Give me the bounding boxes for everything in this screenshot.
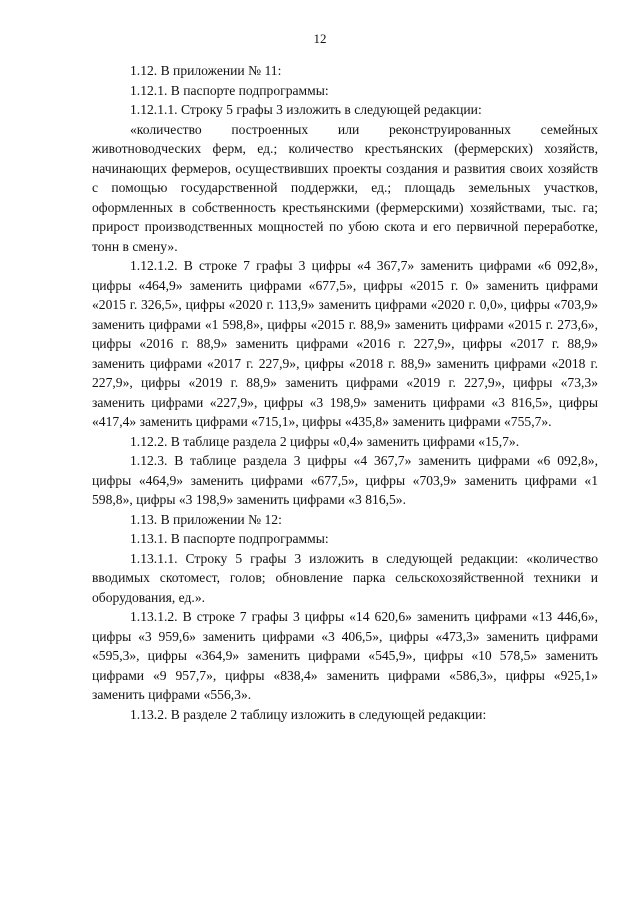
paragraph-1-12-1-1: 1.12.1.1. Строку 5 графы 3 изложить в следующей редакции: — [130, 102, 482, 117]
paragraph-quoted-indicators-11: «количество построенных или реконструированных семейных животноводческих ферм, ед.; количество крестьянских (фермерских) хозяйств, начинающих фермеров, осуществивших проекты создания и развития своих хозяйств с помощью государственной поддержки, ед.; площадь земельных участков, оформленных в собственность крестьянскими (фермерскими) хозяйствами, тыс. га; прирост производственных мощностей по убою скота и его первичной переработке, тонн в смену». — [92, 121, 598, 254]
paragraph-1-13-1: 1.13.1. В паспорте подпрограммы: — [130, 531, 329, 546]
paragraph-1-12-1-2: 1.12.1.2. В строке 7 графы 3 цифры «4 367,7» заменить цифрами «6 092,8», цифры «464,9» заменить цифрами «677,5», цифры «2015 г. 0» заменить цифрами «2015 г. 326,5», цифры «2020 г. 113,9» заменить цифрами «2020 г. 0,0», цифры «703,9» заменить цифрами «1 598,8», цифры «2015 г. 88,9» заменить цифрами «2015 г. 273,6», цифры «2016 г. 88,9» заменить цифрами «2016 г. 227,9», цифры «2017 г. 88,9» заменить цифрами «2017 г. 227,9», цифры «2018 г. 88,9» заменить цифрами «2018 г. 227,9», цифры «2019 г. 88,9» заменить цифрами «2019 г. 227,9», цифры «73,3» заменить цифрами «227,9», цифры «3 198,9» заменить цифрами «3 816,5», цифры «417,4» заменить цифрами «715,1», цифры «435,8» заменить цифрами «755,7». — [92, 258, 598, 429]
document-body — [92, 61, 598, 724]
page-number: 12 — [313, 31, 327, 46]
paragraph-1-13-1-2: 1.13.1.2. В строке 7 графы 3 цифры «14 620,6» заменить цифрами «13 446,6», цифры «3 959,6» заменить цифрами «3 406,5», цифры «473,3» заменить цифрами «595,3», цифры «364,9» заменить цифрами «545,9», цифры «10 578,5» заменить цифрами «9 957,7», цифры «838,4» заменить цифрами «586,3», цифры «925,1» заменить цифрами «556,3». — [92, 609, 598, 702]
paragraph-1-12-1: 1.12.1. В паспорте подпрограммы: — [130, 82, 329, 98]
paragraph-1-12-3: 1.12.3. В таблице раздела 3 цифры «4 367,7» заменить цифрами «6 092,8», цифры «464,9» заменить цифрами «677,5», цифры «703,9» заменить цифрами «1 598,8», цифры «3 198,9» заменить цифрами «3 816,5». — [92, 453, 598, 507]
paragraph-1-12: 1.12. В приложении № 11: — [130, 63, 282, 78]
paragraph-1-12-2: 1.12.2. В таблице раздела 2 цифры «0,4» заменить цифрами «15,7». — [130, 433, 520, 449]
paragraph-1-13-1-1: 1.13.1.1. Строку 5 графы 3 изложить в следующей редакции: «количество вводимых скотомест, голов; обновление парка сельскохозяйственной техники и оборудования, ед.». — [92, 550, 598, 605]
paragraph-1-13: 1.13. В приложении № 12: — [130, 511, 282, 527]
paragraph-1-13-2: 1.13.2. В разделе 2 таблицу изложить в следующей редакции: — [130, 706, 487, 722]
